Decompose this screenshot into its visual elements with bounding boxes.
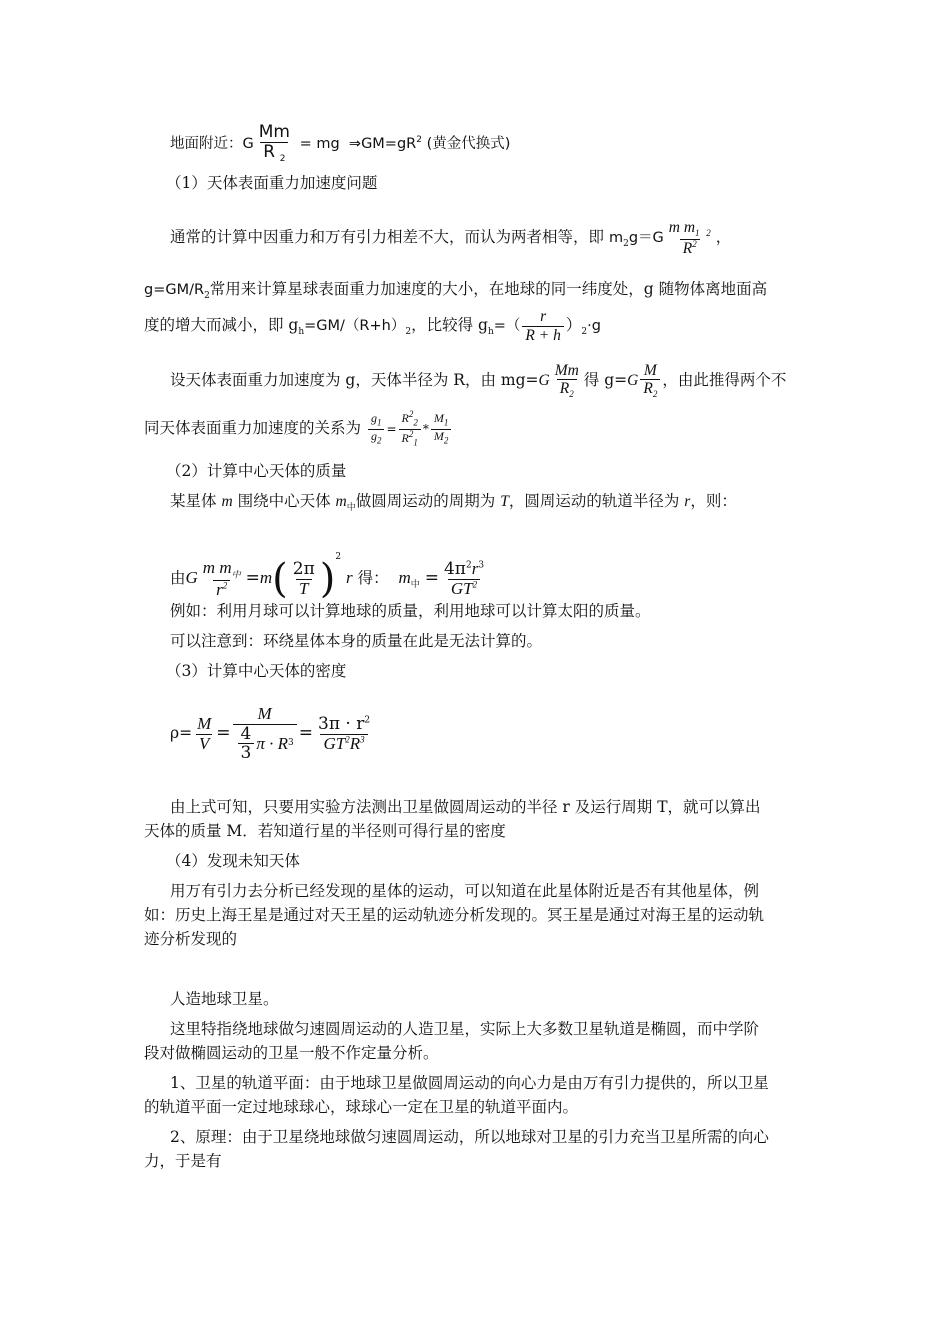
m2g-tail: g＝G <box>628 230 664 246</box>
fraction-4pi2r3-gt2 <box>441 560 487 598</box>
fraction-denominator: 3 <box>238 743 255 763</box>
r1-exponent: 2 <box>408 428 414 439</box>
multiply-sign: * <box>422 422 429 436</box>
g1: g <box>370 411 377 426</box>
fraction-numerator: Mm <box>258 122 290 143</box>
paragraph-text: 常用来计算星球表面重力加速度的大小，在地球的同一纬度处，g 随物体离地面高 <box>209 280 768 298</box>
paragraph-note: 可以注意到：环绕星体本身的质量在此是无法计算的。 <box>170 632 543 650</box>
symbol-m-center: m <box>335 493 347 510</box>
fraction-numerator: 4 <box>240 723 252 744</box>
fraction-m1-m2 <box>431 412 452 446</box>
rho-prefix: ρ= <box>170 724 193 742</box>
paragraph-text-2: 围绕中心天体 <box>237 492 331 510</box>
fraction-denominator-exponent: 2 <box>652 389 658 400</box>
paragraph-text-compare: ，比较得 g <box>411 316 488 334</box>
g-formula: g=GM/R <box>144 282 205 298</box>
fraction-numerator-r-exponent: 3 <box>478 560 485 571</box>
gh-eq-open: =（ <box>493 318 521 334</box>
fraction-m-volume <box>233 705 297 763</box>
symbol-T: T <box>500 493 509 510</box>
m2g-subscript: 2 <box>623 239 629 250</box>
fraction-m1m2-r2 <box>666 219 714 257</box>
fraction-denominator-exponent: 2 <box>569 389 574 400</box>
formula-result-exponent: 2 <box>416 135 422 145</box>
g2-subscript: 2 <box>376 434 382 445</box>
m2g-m: m <box>608 230 624 246</box>
fraction-numerator <box>666 219 714 239</box>
paragraph-text: 设天体表面重力加速度为 g，天体半径为 R，由 mg= <box>170 371 539 389</box>
paragraph-text: 通常的计算中因重力和万有引力相差不大，而认为两者相等，即 <box>170 228 605 246</box>
fraction-numerator-r: r <box>471 558 479 578</box>
r2-exponent: 2 <box>408 409 414 420</box>
paragraph-gh-formula <box>144 303 601 354</box>
gh-formula: =GM/（R+h） <box>304 318 406 334</box>
fraction-numerator: M <box>643 361 657 379</box>
fraction-numerator: m m <box>202 557 232 577</box>
symbol-r: r <box>346 568 353 587</box>
fraction-denominator: R <box>643 380 653 398</box>
g2: g <box>370 428 377 443</box>
formula-result: GM=gR <box>361 135 417 152</box>
paragraph-satellite-line1: 这里特指绕地球做匀速圆周运动的人造卫星，实际上大多数卫星轨道是椭圆，而中学阶 <box>170 1020 760 1038</box>
implies-arrow-icon: ⇒ <box>348 135 362 152</box>
m1-subscript: 1 <box>443 417 449 428</box>
fraction-numerator: Mm <box>554 361 579 379</box>
fraction-4-3 <box>238 725 255 763</box>
paren-open: ( <box>272 556 288 602</box>
paragraph-text-then: 得 g= <box>583 371 628 389</box>
formula-prefix: 地面附近：G <box>170 135 254 152</box>
fraction-numerator-exponent: 2 <box>364 715 371 726</box>
paragraph-principle-line2: 力，于是有 <box>144 1152 222 1170</box>
fraction-denominator-exponent: 2 <box>692 238 697 249</box>
heading-unknown-bodies: （4）发现未知天体 <box>166 852 300 870</box>
fraction-m-r2 <box>640 362 660 400</box>
paragraph-orbit-setup <box>170 490 737 519</box>
fraction-mm-r2 <box>256 123 293 164</box>
fraction-denominator-exponent: 2 <box>279 153 286 164</box>
fraction-denominator: T <box>296 579 311 599</box>
paragraph-principle-line1: 2、原理：由于卫星绕地球做匀速圆周运动，所以地球对卫星的引力充当卫星所需的向心 <box>170 1128 769 1146</box>
fraction-numerator: M <box>197 713 212 733</box>
heading-central-mass: （2）计算中心天体的质量 <box>166 462 347 480</box>
fraction-numerator-subscripts: 1 2 <box>695 228 711 238</box>
gh-subscript-2: h <box>487 327 494 338</box>
fraction-3pi-r2-gt2r3 <box>315 715 373 753</box>
paragraph-orbit-plane-line2: 的轨道平面一定过地球球心，球球心一定在卫星的轨道平面内。 <box>144 1098 579 1116</box>
paragraph-surface-g-derivation: 设天体表面重力加速度为 g，天体半径为 R，由 mg=G $\frac{Mm}{R_2}$ 得 g=G $\frac{M}{R_2}$ ，由此推得两个不 <box>170 361 787 400</box>
fraction-denominator: R + h <box>522 326 563 344</box>
fraction-numerator: 3π · r <box>318 713 365 734</box>
g1-subscript: 1 <box>376 417 382 428</box>
fraction-r-over-r-plus-h <box>522 308 563 343</box>
fraction-numerator: M <box>257 703 272 723</box>
paragraph-text: 某星体 <box>170 492 217 510</box>
fraction-denominator: V <box>196 734 212 754</box>
paragraph-gravity-equal <box>170 214 731 267</box>
paragraph-ratio-relation <box>144 406 453 451</box>
symbol-m-center: m <box>398 568 411 587</box>
symbol-m-center-subscript: 中 <box>346 503 356 514</box>
equation-prefix: 由 <box>170 569 186 587</box>
fraction-r2-r1 <box>399 410 421 448</box>
fraction-denominator: GT <box>323 733 346 753</box>
paragraph-text-3: 做圆周运动的周期为 <box>355 492 496 510</box>
r2-subscript: 2 <box>413 417 418 428</box>
m2: M <box>433 428 444 443</box>
fraction-mm-r2-mass <box>200 559 244 600</box>
equation-then: 得： <box>357 569 389 587</box>
gh-exponent: 2 <box>405 327 412 338</box>
r1-subscript: 1 <box>413 436 418 447</box>
fraction-numerator: r <box>540 308 547 326</box>
fraction-denominator-exponent: 2 <box>472 578 478 589</box>
symbol-m: m <box>221 493 233 510</box>
fraction-numerator: 2π <box>292 558 315 579</box>
fraction-denominator: R <box>263 141 276 162</box>
m2-subscript: 2 <box>443 434 449 445</box>
g-formula-exponent: 2 <box>204 291 210 302</box>
paragraph-discovery-line3: 迹分析发现的 <box>144 930 238 948</box>
fraction-denominator-r-exponent: 3 <box>360 733 365 744</box>
heading-surface-gravity: （1）天体表面重力加速度问题 <box>166 174 378 192</box>
fraction-denominator: GT <box>450 578 473 598</box>
paragraph-text-tail: ，由此推得两个不 <box>662 371 787 389</box>
paragraph-text-5: ，则： <box>690 492 737 510</box>
equals-sign: = <box>216 723 231 743</box>
r-exponent: 3 <box>288 737 294 748</box>
ratio-exponent: 2 <box>581 327 588 338</box>
paragraph-conclusion-line1: 由上式可知，只要用实验方法测出卫星做圆周运动的半径 r 及运行周期 T，就可以算出 <box>170 798 761 816</box>
paren-close: ) <box>319 556 336 602</box>
paragraph-text: 度的增大而减小，即 g <box>144 316 299 334</box>
paragraph-example: 例如：利用月球可以计算地球的质量，利用地球可以计算太阳的质量。 <box>170 602 651 620</box>
heading-density: （3）计算中心天体的密度 <box>166 662 347 680</box>
fraction-m-v <box>194 715 214 753</box>
punctuation: ， <box>715 228 732 246</box>
fraction-numerator-subscript: 中 <box>231 568 241 579</box>
fraction-numerator-text: m m <box>668 218 696 236</box>
paragraph-text-4: ，圆周运动的轨道半径为 <box>508 492 680 510</box>
fraction-denominator-r: R <box>349 733 361 753</box>
gravitational-constant: G <box>538 372 550 389</box>
paren-close: ） <box>565 316 582 334</box>
equation-density <box>170 698 375 768</box>
fraction-numerator-exponent: 2 <box>465 560 472 571</box>
times-g: ·g <box>587 318 601 334</box>
fraction-2pi-t <box>290 560 318 598</box>
paragraph-conclusion-line2: 天体的质量 M．若知道行星的半径则可得行星的密度 <box>144 822 506 840</box>
m1: M <box>433 411 444 426</box>
paragraph-orbit-plane-line1: 1、卫星的轨道平面：由于地球卫星做圆周运动的向心力是由万有引力提供的，所以卫星 <box>170 1074 769 1092</box>
fraction-denominator: R <box>559 380 570 398</box>
pi-r: π · R <box>256 733 289 753</box>
fraction-denominator: R <box>682 240 693 258</box>
fraction-g1-g2 <box>368 412 385 446</box>
heading-artificial-satellite: 人造地球卫星。 <box>170 990 279 1008</box>
symbol-m-center-subscript: 中 <box>410 580 420 591</box>
gravitational-constant: G <box>185 568 198 587</box>
fraction-numerator: 4π <box>443 558 466 579</box>
formula-note: (黄金代换式) <box>426 135 511 152</box>
fraction-mm-r2-b <box>552 362 582 400</box>
symbol-r: r <box>684 493 691 510</box>
r1: R <box>401 430 409 445</box>
equals-sign-2: = <box>298 723 313 743</box>
equals-sign: = <box>386 422 397 436</box>
symbol-m: m <box>259 568 273 587</box>
paragraph-discovery-line2: 如：历史上海王星是通过对天王星的运动轨迹分析发现的。冥王星是通过对海王星的运动轨 <box>144 906 765 924</box>
fraction-denominator: r <box>216 579 223 599</box>
r2: R <box>401 411 409 426</box>
formula-rhs: = mg <box>299 135 340 152</box>
fraction-denominator-exponent: 2 <box>222 580 228 591</box>
paragraph-text: 同天体表面重力加速度的关系为 <box>144 419 362 437</box>
fraction-denominator-exponent: 2 <box>345 733 350 744</box>
paragraph-satellite-line2: 段对做椭圆运动的卫星一般不作定量分析。 <box>144 1044 439 1062</box>
equals-sign: = <box>245 568 260 588</box>
exponent: 2 <box>335 552 342 562</box>
gh-subscript: h <box>298 327 305 338</box>
paragraph-discovery-line1: 用万有引力去分析已经发现的星体的运动，可以知道在此星体附近是否有其他星体，例 <box>170 882 760 900</box>
golden-substitution-formula <box>170 118 510 166</box>
equals-sign-2: = <box>424 568 439 588</box>
